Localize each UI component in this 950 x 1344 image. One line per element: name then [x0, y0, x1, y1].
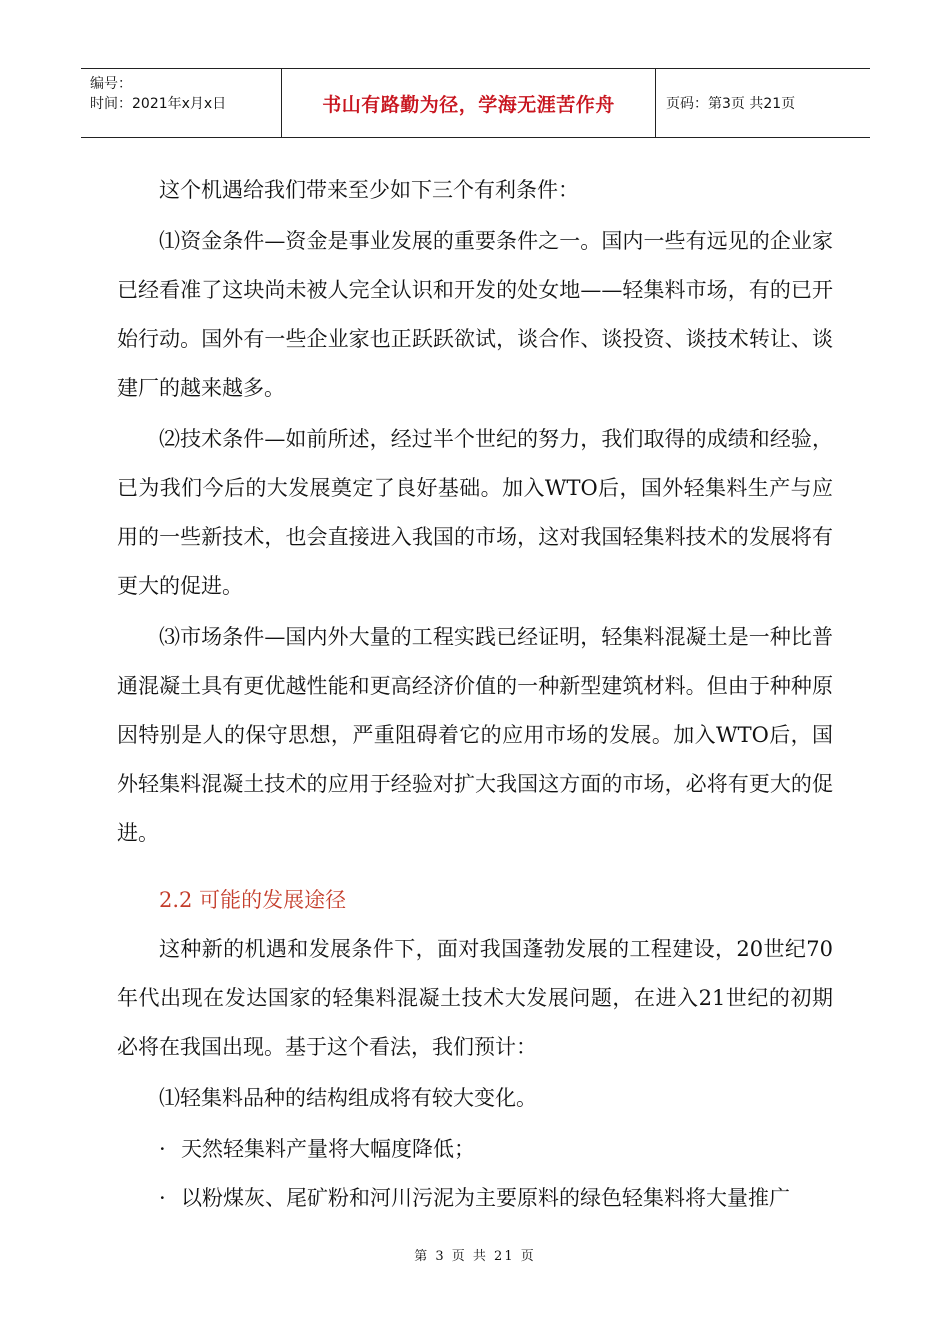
header-motto-cell	[281, 69, 656, 137]
list-item-text: 以粉煤灰、尾矿粉和河川污泥为主要原料的绿色轻集料将大量推广	[181, 1186, 790, 1210]
bullet-icon: ·	[159, 1186, 166, 1210]
bullet-icon: ·	[159, 1137, 166, 1161]
paragraph-forecast-intro: 这种新的机遇和发展条件下，面对我国蓬勃发展的工程建设，20世纪70年代出现在发达国家的轻集料混凝土技术大发展问题，在进入21世纪的初期必将在我国出现。基于这个看法，我们预计：	[117, 937, 833, 1059]
list-item	[117, 1125, 833, 1174]
paragraph-structure-change: ⑴轻集料品种的结构组成将有较大变化。	[159, 1086, 537, 1110]
paragraph-market-condition: ⑶市场条件—国内外大量的工程实践已经证明，轻集料混凝土是一种比普通混凝土具有更优越性能和更高经济价值的一种新型建筑材料。但由于种种原因特别是人的保守思想，严重阻碍着它的应用市场的发展。加入WTO后，国外轻集料混凝土技术的应用于经验对扩大我国这方面的市场，必将有更大的促进。	[117, 625, 833, 845]
page-footer: 第 3 页 共 21 页	[414, 1249, 536, 1264]
paragraph-technical-condition: ⑵技术条件—如前所述，经过半个世纪的努力，我们取得的成绩和经验，已为我们今后的大发展奠定了良好基础。加入WTO后，国外轻集料生产与应用的一些新技术，也会直接进入我国的市场，这对我国轻集料技术的发展将有更大的促进。	[117, 427, 833, 598]
document-number-label: 编号：	[90, 76, 132, 92]
list-item-text: 天然轻集料产量将大幅度降低；	[181, 1137, 475, 1161]
list-item	[117, 1174, 833, 1223]
header-page-label: 页码：第3页 共21页	[666, 96, 796, 112]
header-motto: 书山有路勤为径，学海无涯苦作舟	[322, 93, 615, 116]
paragraph-funding-condition: ⑴资金条件—资金是事业发展的重要条件之一。国内一些有远见的企业家已经看准了这块尚未被人完全认识和开发的处女地——轻集料市场，有的已开始行动。国外有一些企业家也正跃跃欲试，谈合作、谈投资、谈技术转让、谈建厂的越来越多。	[117, 229, 833, 400]
header-page-cell	[654, 69, 870, 137]
document-header	[81, 68, 870, 138]
section-heading: 2.2 可能的发展途径	[159, 888, 347, 912]
document-time-label: 时间：2021年x月x日	[90, 96, 227, 112]
header-meta-cell	[81, 69, 281, 137]
paragraph-intro: 这个机遇给我们带来至少如下三个有利条件：	[159, 178, 579, 202]
document-body	[117, 166, 833, 1223]
